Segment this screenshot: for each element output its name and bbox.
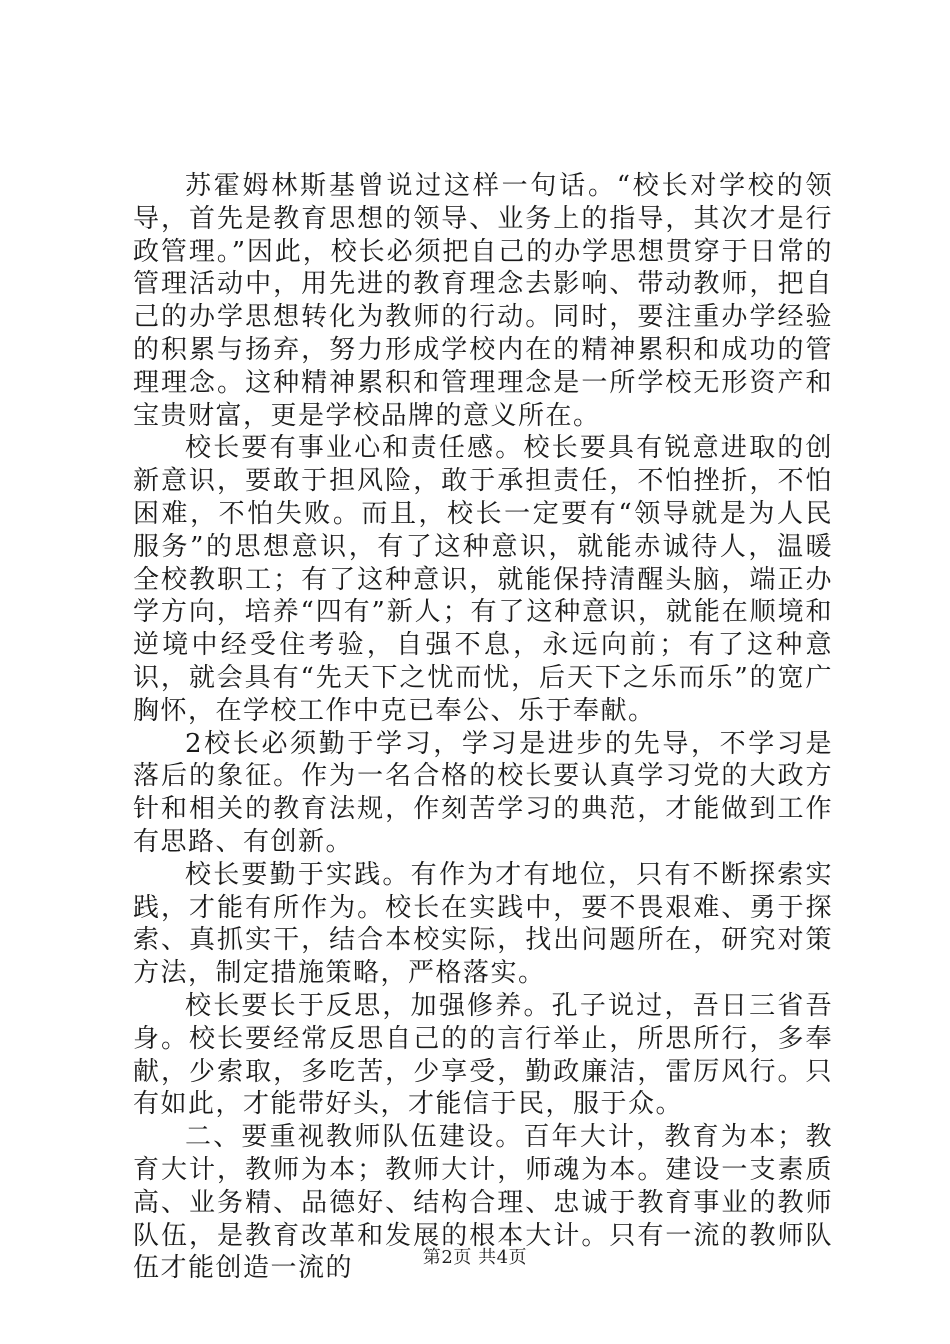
paragraph: 二、要重视教师队伍建设。百年大计，教育为本；教育大计，教师为本；教师大计，师魂为本。建设一支素质高、业务精、品德好、结构合理、忠诚于教育事业的教师队伍，是教育改革和发展的根本大计。只有一流的教师队伍才能创造一流的 [133, 1122, 833, 1284]
paragraph: 校长要勤于实践。有作为才有地位，只有不断探索实践，才能有所作为。校长在实践中，要不畏艰难、勇于探索、真抓实干，结合本校实际，找出问题所在，研究对策方法，制定措施策略，严格落实。 [133, 859, 833, 989]
paragraph: 校长要长于反思，加强修养。孔子说过，吾日三省吾身。校长要经常反思自己的的言行举止，所思所行，多奉献，少索取，多吃苦，少享受，勤政廉洁，雷厉风行。只有如此，才能带好头，才能信于民，服于众。 [133, 990, 833, 1120]
paragraph: 校长要有事业心和责任感。校长要具有锐意进取的创新意识，要敢于担风险，敢于承担责任，不怕挫折，不怕困难，不怕失败。而且，校长一定要有“领导就是为人民服务”的思想意识，有了这种意识，就能赤诚待人，温暖全校教职工；有了这种意识，就能保持清醒头脑，端正办学方向，培养“四有”新人；有了这种意识，就能在顺境和逆境中经受住考验，自强不息，永远向前；有了这种意识，就会具有“先天下之忧而忧，后天下之乐而乐”的宽广胸怀，在学校工作中克已奉公、乐于奉献。 [133, 433, 833, 726]
document-body [133, 170, 833, 1285]
page-footer: 第2页 共4页 [422, 1247, 528, 1268]
paragraph: 2校长必须勤于学习，学习是进步的先导，不学习是落后的象征。作为一名合格的校长要认真学习党的大政方针和相关的教育法规，作刻苦学习的典范，才能做到工作有思路、有创新。 [133, 728, 833, 857]
paragraph: 苏霍姆林斯基曾说过这样一句话。“校长对学校的领导，首先是教育思想的领导、业务上的指导，其次才是行政管理。”因此，校长必须把自己的办学思想贯穿于日常的管理活动中，用先进的教育理念去影响、带动教师，把自己的办学思想转化为教师的行动。同时，要注重办学经验的积累与扬弃，努力形成学校内在的精神累积和成功的管理理念。这种精神累积和管理理念是一所学校无形资产和宝贵财富，更是学校品牌的意义所在。 [133, 171, 833, 431]
